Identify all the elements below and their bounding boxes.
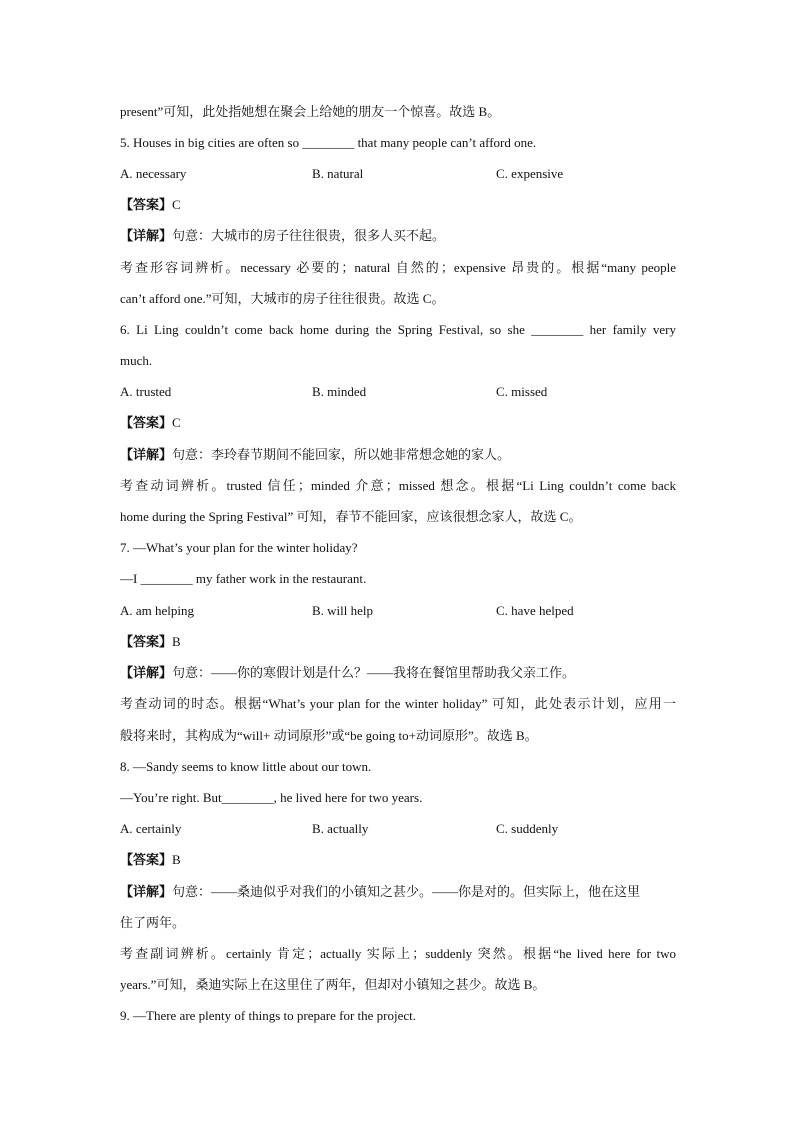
explanation-line bbox=[120, 664, 676, 682]
explanation-text: 句意：——你的寒假计划是什么？——我将在餐馆里帮助我父亲工作。 bbox=[172, 665, 576, 680]
option-a: A. trusted bbox=[120, 384, 172, 399]
question-6-options bbox=[120, 383, 676, 401]
explanation-text: 住了两年。 bbox=[120, 915, 186, 930]
answer-label: 【答案】 bbox=[120, 852, 173, 867]
explanation-text: 考查动词辨析。trusted 信任；minded 介意；missed 想念。根据“Li Ling couldn’t come back bbox=[120, 478, 676, 493]
option-b: B. natural bbox=[312, 166, 364, 181]
answer-line bbox=[120, 414, 676, 432]
explanation-text: years.”可知，桑迪实际上在这里住了两年，但却对小镇知之甚少。故选 B。 bbox=[120, 977, 546, 992]
question-7-stem: 7. —What’s your plan for the winter holiday? bbox=[120, 540, 358, 555]
explanation-label: 【详解】 bbox=[120, 665, 173, 680]
option-a: A. am helping bbox=[120, 603, 195, 618]
explanation-line bbox=[120, 227, 676, 245]
option-b: B. minded bbox=[312, 384, 367, 399]
question-8-options bbox=[120, 820, 676, 838]
explanation-text: 考查副词辨析。certainly 肯定；actually 实际上；suddenly 突然。根据“he lived here for two bbox=[120, 946, 676, 961]
answer-value: C bbox=[172, 197, 181, 212]
explanation-label: 【详解】 bbox=[120, 884, 173, 899]
explanation-label: 【详解】 bbox=[120, 228, 173, 243]
option-c: C. have helped bbox=[496, 603, 574, 618]
explanation-text: 考查形容词辨析。necessary 必要的；natural 自然的；expensive 昂贵的。根据“many people bbox=[120, 260, 676, 275]
answer-value: C bbox=[172, 415, 181, 430]
option-b: B. actually bbox=[312, 821, 369, 836]
question-8-stem: 8. —Sandy seems to know little about our town. bbox=[120, 759, 372, 774]
question-8-stem-cont: —You’re right. But________, he lived here for two years. bbox=[120, 790, 423, 805]
explanation-text: 句意：李玲春节期间不能回家，所以她非常想念她的家人。 bbox=[172, 447, 511, 462]
option-c: C. expensive bbox=[496, 166, 564, 181]
explanation-line bbox=[120, 883, 676, 901]
explanation-text: 句意：大城市的房子往往很贵，很多人买不起。 bbox=[172, 228, 446, 243]
explanation-text: 考查动词的时态。根据“What’s your plan for the winter holiday” 可知，此处表示计划，应用一 bbox=[120, 696, 676, 711]
option-a: A. necessary bbox=[120, 166, 187, 181]
question-7-options bbox=[120, 602, 676, 620]
answer-line bbox=[120, 196, 676, 214]
question-6-stem: 6. Li Ling couldn’t come back home during the Spring Festival, so she ________ her family very bbox=[120, 322, 676, 337]
explanation-text: 句意：——桑迪似乎对我们的小镇知之甚少。——你是对的。但实际上，他在这里 bbox=[172, 884, 641, 899]
explanation-text: home during the Spring Festival” 可知，春节不能回家，应该很想念家人，故选 C。 bbox=[120, 509, 582, 524]
answer-label: 【答案】 bbox=[120, 197, 173, 212]
option-a: A. certainly bbox=[120, 821, 182, 836]
option-c: C. suddenly bbox=[496, 821, 559, 836]
question-5-options bbox=[120, 165, 676, 183]
option-c: C. missed bbox=[496, 384, 548, 399]
text-line: present”可知，此处指她想在聚会上给她的朋友一个惊喜。故选 B。 bbox=[120, 104, 501, 119]
question-7-stem-cont: —I ________ my father work in the restaurant. bbox=[120, 571, 367, 586]
explanation-line bbox=[120, 446, 676, 464]
explanation-text: 般将来时，其构成为“will+ 动词原形”或“be going to+动词原形”。故选 B。 bbox=[120, 728, 538, 743]
answer-value: B bbox=[172, 852, 181, 867]
explanation-text: can’t afford one.”可知，大城市的房子往往很贵。故选 C。 bbox=[120, 291, 445, 306]
question-6-stem-cont: much. bbox=[120, 353, 153, 368]
option-b: B. will help bbox=[312, 603, 374, 618]
answer-value: B bbox=[172, 634, 181, 649]
explanation-label: 【详解】 bbox=[120, 447, 173, 462]
answer-label: 【答案】 bbox=[120, 415, 173, 430]
answer-line bbox=[120, 633, 676, 651]
question-5-stem: 5. Houses in big cities are often so ________ that many people can’t afford one. bbox=[120, 135, 537, 150]
answer-label: 【答案】 bbox=[120, 634, 173, 649]
question-9-stem: 9. —There are plenty of things to prepare for the project. bbox=[120, 1008, 416, 1023]
answer-line bbox=[120, 851, 676, 869]
